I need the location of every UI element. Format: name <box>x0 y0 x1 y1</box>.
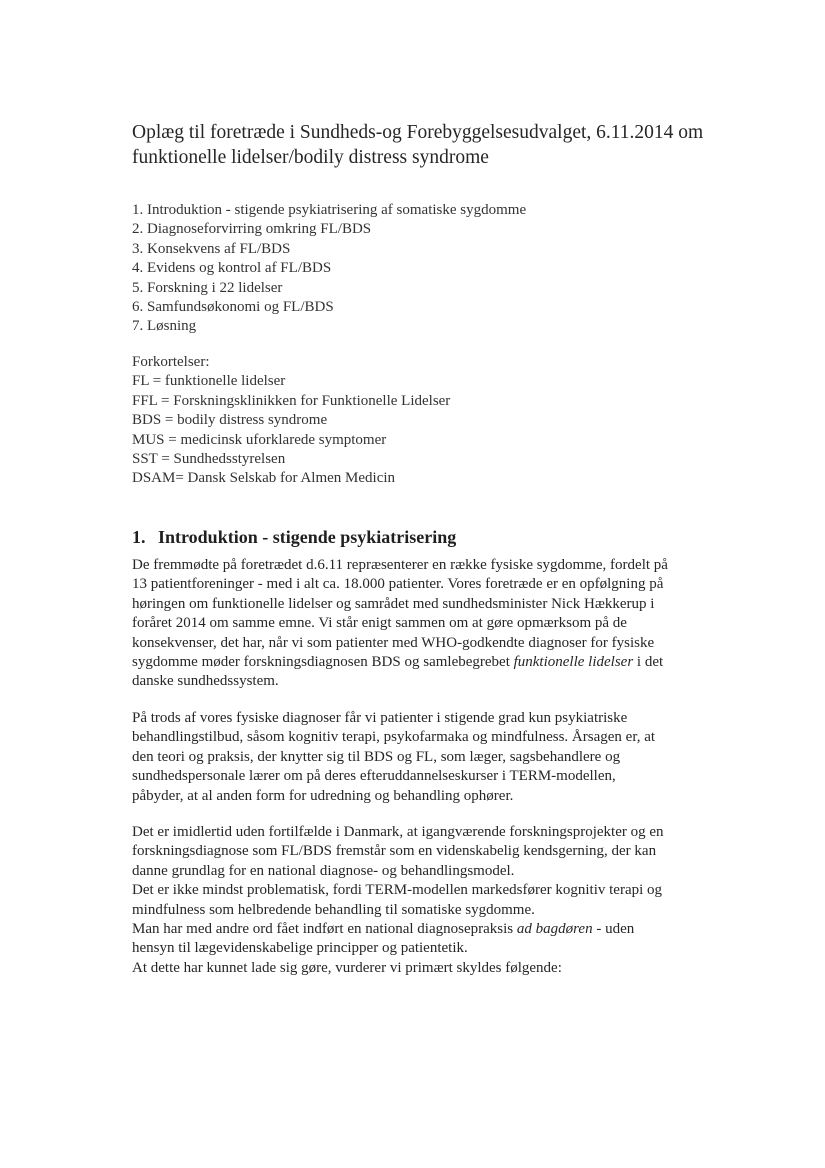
abbreviation-item: FFL = Forskningsklinikken for Funktionelle Lidelser <box>132 392 451 409</box>
text-run: i det <box>633 654 664 671</box>
paragraph-line: At dette har kunnet lade sig gøre, vurderer vi primært skyldes følgende: <box>132 959 562 976</box>
toc-item: 5. Forskning i 22 lidelser <box>132 279 283 296</box>
title-line-2: funktionelle lidelser/bodily distress syndrome <box>132 147 489 168</box>
abbreviation-item: SST = Sundhedsstyrelsen <box>132 451 286 468</box>
abbreviation-item: DSAM= Dansk Selskab for Almen Medicin <box>132 470 396 487</box>
paragraph-line: danske sundhedssystem. <box>132 673 279 690</box>
abbreviation-item: FL = funktionelle lidelser <box>132 373 286 390</box>
text-run: sygdomme møder forskningsdiagnosen BDS og samlebegrebet <box>132 654 514 671</box>
paragraph-line: hensyn til lægevidenskabelige principper og patientetik. <box>132 940 468 957</box>
text-run: - uden <box>592 921 635 938</box>
paragraph-line: behandlingstilbud, såsom kognitiv terapi, psykofarmaka og mindfulness. Årsagen er, at <box>132 729 656 746</box>
toc-item: 7. Løsning <box>132 318 197 335</box>
paragraph-2 <box>132 709 698 806</box>
toc-item: 4. Evidens og kontrol af FL/BDS <box>132 260 332 277</box>
abbreviation-item: MUS = medicinsk uforklarede symptomer <box>132 431 387 448</box>
abbreviations-heading: Forkortelser: <box>132 354 210 370</box>
section-heading-text: Introduktion - stigende psykiatrisering <box>158 527 457 547</box>
section-heading <box>132 525 692 549</box>
emphasis-text: ad bagdøren <box>516 921 593 938</box>
abbreviations <box>132 353 692 489</box>
paragraph-line: sundhedspersonale lærer om på deres efteruddannelseskurser i TERM-modellen, <box>132 768 616 785</box>
paragraph-3 <box>132 823 698 978</box>
paragraph-line: 13 patientforeninger - med i alt ca. 18.000 patienter. Vores foretræde er en opfølgning på <box>132 576 664 593</box>
paragraph-line: konsekvenser, det har, når vi som patienter med WHO-godkendte diagnoser for fysiske <box>132 634 655 651</box>
paragraph-1 <box>132 556 698 692</box>
document-title <box>132 120 712 170</box>
table-of-contents <box>132 201 692 337</box>
paragraph-line: På trods af vores fysiske diagnoser får vi patienter i stigende grad kun psykiatriske <box>132 710 628 726</box>
toc-item: 2. Diagnoseforvirring omkring FL/BDS <box>132 221 372 238</box>
text-run: Man har med andre ord fået indført en national diagnosepraksis <box>132 921 517 938</box>
paragraph-line: Det er imidlertid uden fortilfælde i Danmark, at igangværende forskningsprojekter og en <box>132 824 664 840</box>
paragraph-line: forskningsdiagnose som FL/BDS fremstår som en videnskabelig kendsgerning, der kan <box>132 843 657 860</box>
paragraph-line <box>132 653 698 672</box>
emphasis-text: funktionelle lidelser <box>513 654 634 671</box>
paragraph-line: mindfulness som helbredende behandling til somatiske sygdomme. <box>132 901 535 918</box>
paragraph-line <box>132 920 698 939</box>
toc-item: 3. Konsekvens af FL/BDS <box>132 240 291 257</box>
toc-item: 1. Introduktion - stigende psykiatrisering af somatiske sygdomme <box>132 202 527 218</box>
paragraph-line: høringen om funktionelle lidelser og samrådet med sundhedsminister Nick Hækkerup i <box>132 595 655 612</box>
abbreviation-item: BDS = bodily distress syndrome <box>132 412 328 429</box>
paragraph-line: danne grundlag for en national diagnose- og behandlingsmodel. <box>132 862 515 879</box>
paragraph-line: De fremmødte på foretrædet d.6.11 repræsenterer en række fysiske sygdomme, fordelt på <box>132 557 668 573</box>
paragraph-line: påbyder, at al anden form for udredning og behandling ophører. <box>132 787 514 804</box>
section-number: 1. <box>132 527 146 547</box>
title-line-1: Oplæg til foretræde i Sundheds-og Forebyggelsesudvalget, 6.11.2014 om <box>132 122 704 143</box>
paragraph-line: Det er ikke mindst problematisk, fordi TERM-modellen markedsfører kognitiv terapi og <box>132 882 663 899</box>
paragraph-line: den teori og praksis, der knytter sig til BDS og FL, som læger, sagsbehandlere og <box>132 748 621 765</box>
paragraph-line: foråret 2014 om samme emne. Vi står enigt sammen om at gøre opmærksom på de <box>132 615 627 632</box>
toc-item: 6. Samfundsøkonomi og FL/BDS <box>132 299 334 316</box>
